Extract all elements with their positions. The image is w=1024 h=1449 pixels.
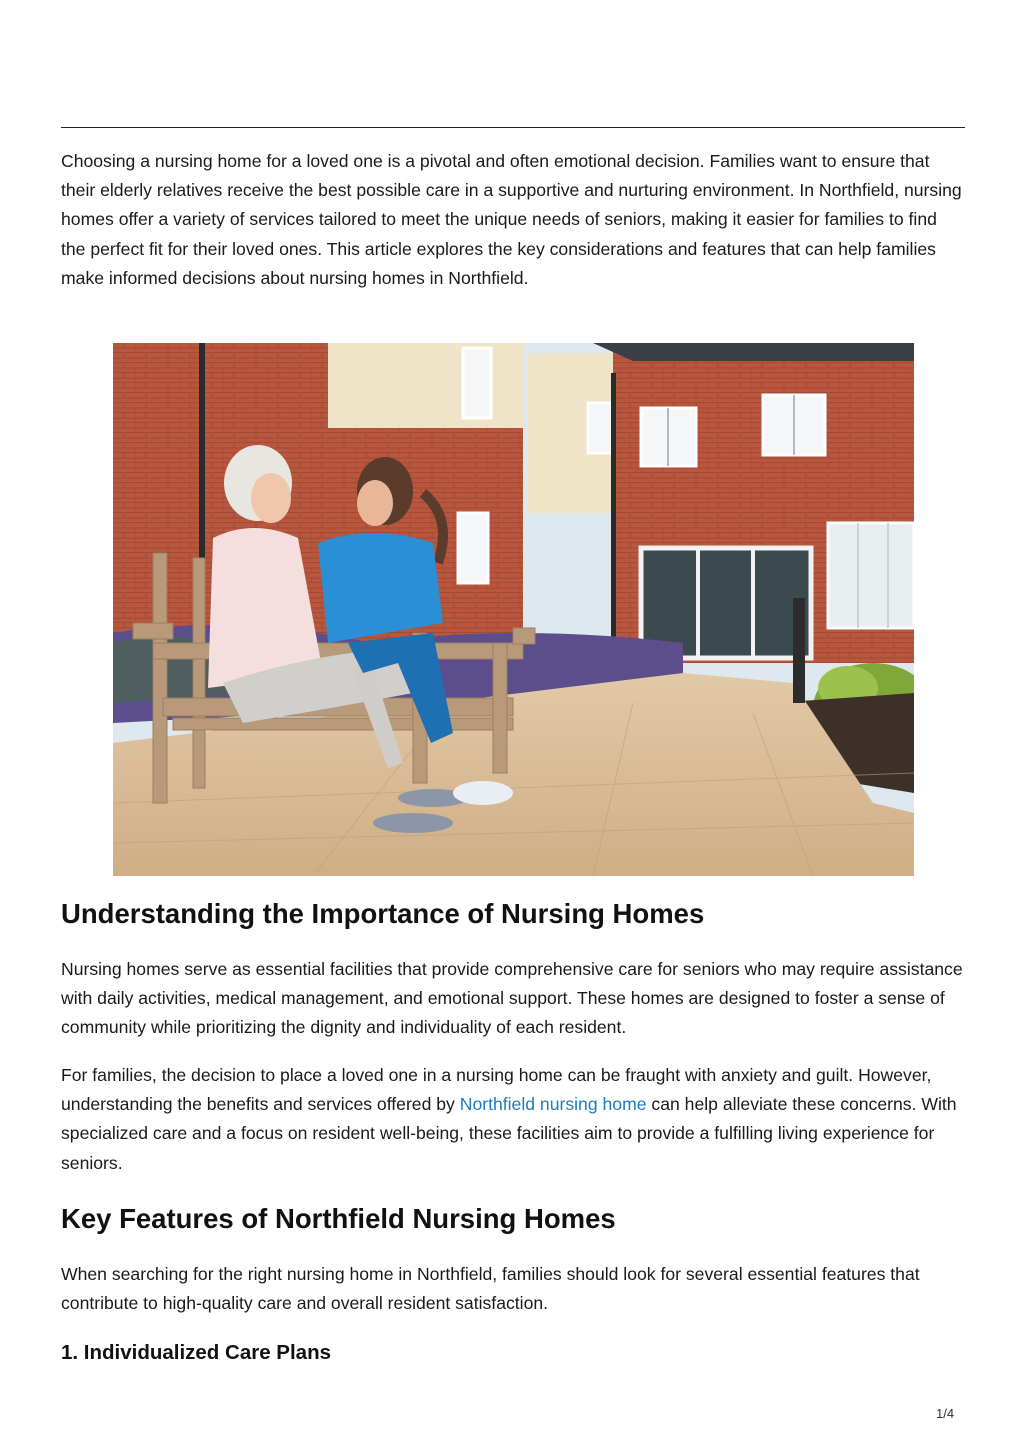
page-number: 1/4 [936,1406,955,1421]
importance-paragraph-2 [61,1061,966,1178]
section-heading-importance: Understanding the Importance of Nursing Homes [61,898,705,929]
top-divider [61,127,965,128]
section-heading-key-features: Key Features of Northfield Nursing Homes [61,1203,616,1234]
nursing-home-photo [113,343,914,876]
importance-paragraph-1: Nursing homes serve as essential facilities that provide comprehensive care for seniors who may require assistance with daily activities, medical management, and emotional support. These homes are designed to foster a sense of community while prioritizing the dignity and individuality of each resident. [61,959,963,1038]
key-features-paragraph: When searching for the right nursing home in Northfield, families should look for several essential features that contribute to high-quality care and overall resident satisfaction. [61,1264,920,1314]
northfield-nursing-home-link[interactable]: Northfield nursing home [459,1094,647,1115]
importance-paragraph-2-end: can help alleviate these concerns. With specialized care and a focus on resident well-being, these facilities aim to provide a fulfilling living experience for seniors. [61,1094,957,1173]
importance-paragraph-2-start: For families, the decision to place a loved one in a nursing home can be fraught with anxiety and guilt. However, understanding the benefits and services offered by [61,1065,932,1115]
intro-paragraph: Choosing a nursing home for a loved one is a pivotal and often emotional decision. Families want to ensure that their elderly relatives receive the best possible care in a supportive and nurturing environment. In Northfield, nursing homes offer a variety of services tailored to meet the unique needs of seniors, making it easier for families to find the perfect fit for their loved ones. This article explores the key considerations and features that can help families make informed decisions about nursing homes in Northfield. [61,151,962,288]
subheading-individualized-care-plans: 1. Individualized Care Plans [61,1341,332,1364]
